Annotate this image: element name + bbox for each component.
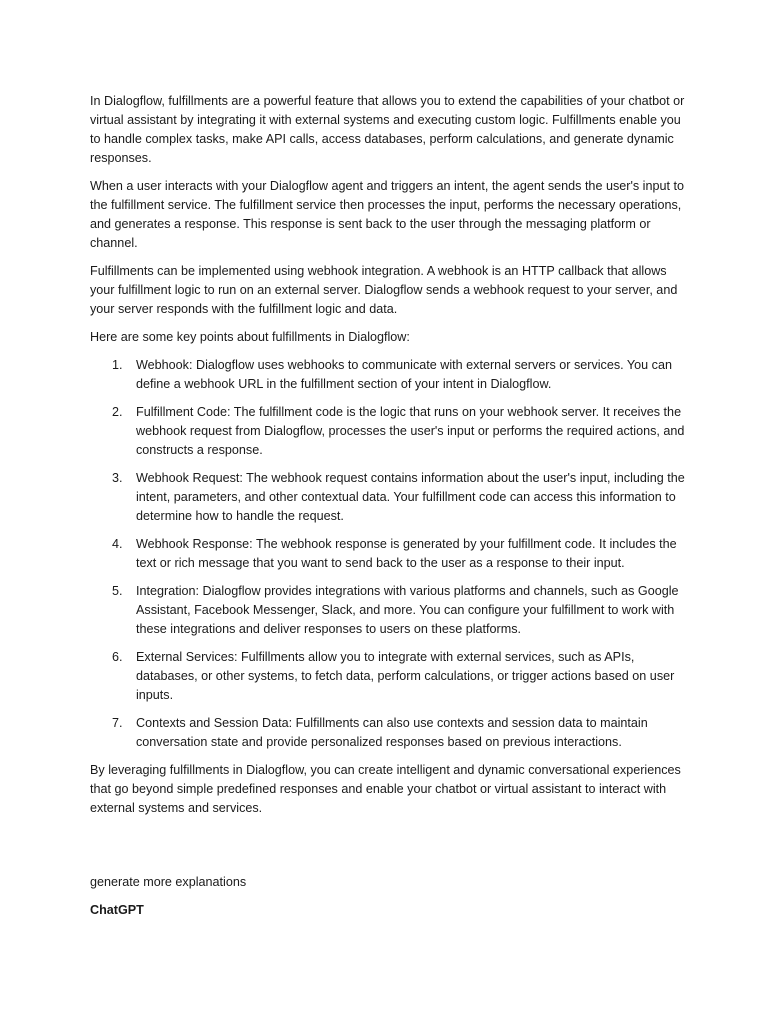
user-prompt: generate more explanations: [90, 875, 247, 889]
list-item-number: 4.: [112, 537, 123, 551]
list-item: [90, 582, 690, 639]
list-item: [90, 714, 690, 752]
list-item-number: 2.: [112, 405, 123, 419]
list-item-number: 1.: [112, 358, 123, 372]
list-item: [90, 535, 690, 573]
list-item-text: Contexts and Session Data: Fulfillments can also use contexts and session data to maintain conversation state and provide personalized responses based on previous interactions.: [136, 716, 648, 749]
list-item-text: Integration: Dialogflow provides integrations with various platforms and channels, such as Google Assistant, Facebook Messenger, Slack, and more. You can configure your fulfillment to work with these integrations and deliver responses to users on these platforms.: [136, 584, 679, 636]
list-item: [90, 356, 690, 394]
key-points-heading: Here are some key points about fulfillments in Dialogflow:: [90, 330, 410, 344]
intro-paragraph-3: Fulfillments can be implemented using webhook integration. A webhook is an HTTP callback that allows your fulfillment logic to run on an external server. Dialogflow sends a webhook request to your server, and your server responds with the fulfillment logic and data.: [90, 264, 678, 316]
closing-paragraph: By leveraging fulfillments in Dialogflow, you can create intelligent and dynamic conversational experiences that go beyond simple predefined responses and enable your chatbot or virtual assistant to interact with external systems and services.: [90, 763, 681, 815]
list-item-number: 7.: [112, 716, 123, 730]
list-item-text: Fulfillment Code: The fulfillment code is the logic that runs on your webhook server. It receives the webhook request from Dialogflow, processes the user's input or performs the required actions, and constructs a response.: [136, 405, 685, 457]
document-page: [90, 92, 690, 920]
list-item-number: 5.: [112, 584, 123, 598]
list-item-number: 3.: [112, 471, 123, 485]
section-spacer: [90, 827, 690, 873]
list-item: [90, 648, 690, 705]
list-item-text: Webhook Request: The webhook request contains information about the user's input, including the intent, parameters, and other contextual data. Your fulfillment code can access this information to determine how to handle the request.: [136, 471, 685, 523]
list-item-text: External Services: Fulfillments allow you to integrate with external services, such as APIs, databases, or other systems, to fetch data, perform calculations, or trigger actions based on user inputs.: [136, 650, 675, 702]
list-item: [90, 403, 690, 460]
key-points-list: [90, 356, 690, 752]
list-item-number: 6.: [112, 650, 123, 664]
intro-paragraph-2: When a user interacts with your Dialogflow agent and triggers an intent, the agent sends the user's input to the fulfillment service. The fulfillment service then processes the input, performs the necessary operations, and generates a response. This response is sent back to the user through the messaging platform or channel.: [90, 179, 684, 250]
list-item: [90, 469, 690, 526]
list-item-text: Webhook Response: The webhook response is generated by your fulfillment code. It includes the text or rich message that you want to send back to the user as a response to their input.: [136, 537, 677, 570]
author-label: ChatGPT: [90, 903, 144, 917]
intro-paragraph-1: In Dialogflow, fulfillments are a powerful feature that allows you to extend the capabilities of your chatbot or virtual assistant by integrating it with external systems and executing custom logic. Fulfillments enable you to handle complex tasks, make API calls, access databases, perform calculations, and generate dynamic responses.: [90, 94, 685, 165]
list-item-text: Webhook: Dialogflow uses webhooks to communicate with external servers or services. You can define a webhook URL in the fulfillment section of your intent in Dialogflow.: [136, 358, 672, 391]
